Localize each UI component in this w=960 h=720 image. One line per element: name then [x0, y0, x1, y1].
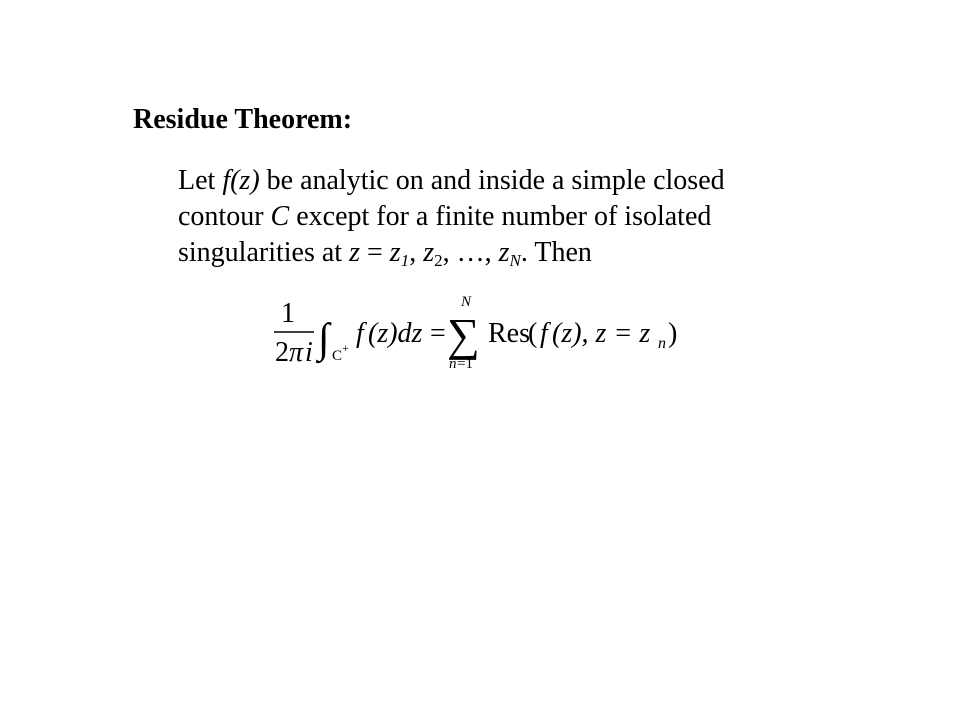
residue-subscript-n: n	[658, 335, 666, 352]
integral-sign: ∫	[318, 316, 330, 362]
sum-lower-index: n	[449, 356, 457, 372]
statement-line-1	[178, 163, 838, 199]
equals-sign: =	[430, 318, 446, 349]
text-segment: Let	[178, 165, 223, 196]
residue-open-paren: (	[528, 318, 538, 349]
summation-sign: ∑	[447, 309, 480, 360]
separator: , …,	[442, 237, 499, 268]
text-segment: . Then	[520, 237, 592, 268]
subscript-N: N	[509, 251, 521, 270]
contour-orientation: +	[342, 341, 349, 355]
separator: ,	[409, 237, 424, 268]
statement-line-3	[178, 235, 838, 271]
equals-sign: =	[359, 237, 390, 268]
text-segment: be analytic on and inside a simple closed	[259, 165, 725, 196]
variable-z2: z	[423, 237, 435, 268]
sum-upper-limit: N	[461, 294, 472, 310]
theorem-title: Residue Theorem:	[133, 104, 353, 135]
theorem-statement	[178, 163, 838, 271]
integrand-f: f	[356, 318, 364, 349]
imaginary-i: i	[305, 337, 313, 368]
variable-z: z	[349, 237, 360, 268]
residue-label: Res	[488, 318, 530, 349]
fraction-denominator-2: 2	[275, 337, 289, 368]
pi-symbol: π	[289, 337, 304, 368]
formula-svg	[262, 282, 682, 374]
function-f-of-z: f(z)	[222, 165, 260, 196]
subscript-2: 2	[434, 251, 443, 270]
subscript-1: 1	[400, 251, 410, 270]
residue-args: (z), z = z	[552, 318, 651, 349]
variable-z1: z	[389, 237, 401, 268]
fraction-numerator: 1	[281, 298, 295, 329]
contour-subscript: C	[332, 348, 343, 364]
variable-zN: z	[498, 237, 510, 268]
text-segment: except for a finite number of isolated	[289, 201, 712, 232]
residue-f: f	[540, 318, 548, 349]
sum-lower-start: =1	[457, 356, 473, 372]
integrand-args: (z)dz	[368, 318, 423, 349]
text-segment: singularities at	[178, 237, 350, 268]
text-segment: contour	[178, 201, 271, 232]
statement-line-2	[178, 199, 838, 235]
contour-symbol: C	[270, 201, 290, 232]
residue-formula	[262, 282, 682, 374]
residue-close-paren: )	[668, 318, 678, 349]
